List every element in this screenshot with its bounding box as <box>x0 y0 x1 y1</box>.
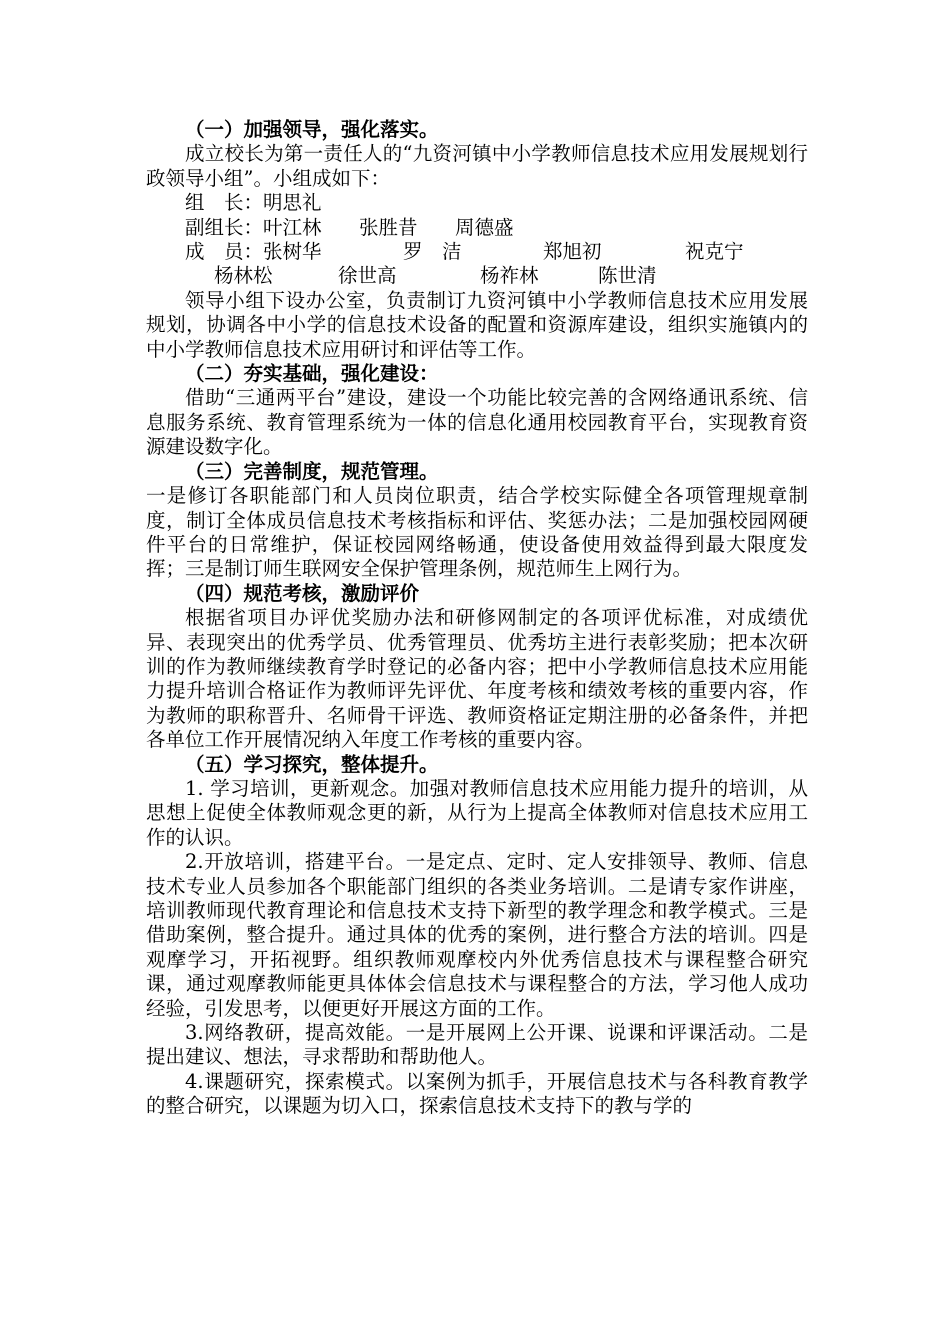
member-name: 张树华 <box>263 240 322 264</box>
member-name: 杨林松 <box>214 264 273 288</box>
member-name: 罗 洁 <box>403 240 462 264</box>
member-name: 陈世清 <box>598 264 657 288</box>
section-4-body: 根据省项目办评优奖励办法和研修网制定的各项评优标准，对成绩优异、表现突出的优秀学员、优秀管理员、优秀坊主进行表彰奖励；把本次研训的作为教师继续教育学时登记的必备内容；把中小学教师信息技术应用能力提升培训合格证作为教师评先评优、年度考核和绩效考核的重要内容，作为教师的职称晋升、名师骨干评选、教师资格证定期注册的必备条件，并把各单位工作开展情况纳入年度工作考核的重要内容。 <box>146 606 808 752</box>
leader-name: 明思礼 <box>263 191 322 215</box>
section-5-item-1: 1. 学习培训，更新观念。加强对教师信息技术应用能力提升的培训，从思想上促使全体教师观念更的新，从行为上提高全体教师对信息技术应用工作的认识。 <box>146 776 808 849</box>
section-3-heading: （三）完善制度，规范管理。 <box>185 459 439 483</box>
section-1-intro: 成立校长为第一责任人的“九资河镇中小学教师信息技术应用发展规划行政领导小组”。小组成如下： <box>146 142 808 190</box>
section-1-office: 领导小组下设办公室，负责制订九资河镇中小学教师信息技术应用发展规划，协调各中小学的信息技术设备的配置和资源库建设，组织实施镇内的中小学教师信息技术应用研讨和评估等工作。 <box>146 288 808 361</box>
member-row-1 <box>146 240 808 264</box>
leader-row <box>146 191 808 215</box>
section-3-body: 一是修订各职能部门和人员岗位职责，结合学校实际健全各项管理规章制度，制订全体成员信息技术考核指标和评估、奖惩办法；二是加强校园网硬件平台的日常维护，保证校园网络畅通，使设备使用效益得到最大限度发挥；三是制订师生联网安全保护管理条例，规范师生上网行为。 <box>146 484 808 581</box>
section-5-item-4: 4.课题研究，探索模式。以案例为抓手，开展信息技术与各科教育教学的整合研究，以课题为切入口，探索信息技术支持下的教与学的 <box>146 1069 808 1118</box>
leader-label: 组 长： <box>185 191 264 215</box>
section-4-heading: （四）规范考核，激励评价 <box>185 581 420 605</box>
deputy-label: 副组长： <box>185 215 264 239</box>
member-name: 杨祚林 <box>480 264 539 288</box>
document-page <box>146 118 808 1119</box>
deputy-name: 张胜昔 <box>359 215 418 239</box>
section-2-body: 借助“三通两平台”建设，建设一个功能比较完善的含网络通讯系统、信息服务系统、教育管理系统为一体的信息化通用校园教育平台，实现教育资源建设数字化。 <box>146 386 808 459</box>
section-5-item-3: 3.网络教研，提高效能。一是开展网上公开课、说课和评课活动。二是提出建议、想法，寻求帮助和帮助他人。 <box>146 1021 808 1069</box>
deputy-name: 周德盛 <box>455 215 514 239</box>
section-5-item-2: 2.开放培训，搭建平台。一是定点、定时、定人安排领导、教师、信息技术专业人员参加各个职能部门组织的各类业务培训。二是请专家作讲座，培训教师现代教育理论和信息技术支持下新型的教学理念和教学模式。三是借助案例，整合提升。通过具体的优秀的案例，进行整合方法的培训。四是观摩学习，开拓视野。组织教师观摩校内外优秀信息技术与课程整合研究课，通过观摩教师能更具体体会信息技术与课程整合的方法，学习他人成功经验，引发思考，以便更好开展这方面的工作。 <box>146 850 808 1020</box>
member-name: 祝克宁 <box>685 240 744 264</box>
member-row-2 <box>146 264 808 288</box>
section-5-heading: （五）学习探究，整体提升。 <box>185 752 439 776</box>
section-2-heading: （二）夯实基础，强化建设： <box>185 362 439 386</box>
deputy-name: 叶江林 <box>263 215 322 239</box>
section-1-heading: （一）加强领导，强化落实。 <box>185 118 439 141</box>
deputy-row <box>146 216 808 240</box>
member-label: 成 员： <box>185 240 264 264</box>
member-name: 徐世高 <box>338 264 397 288</box>
member-name: 郑旭初 <box>543 240 602 264</box>
